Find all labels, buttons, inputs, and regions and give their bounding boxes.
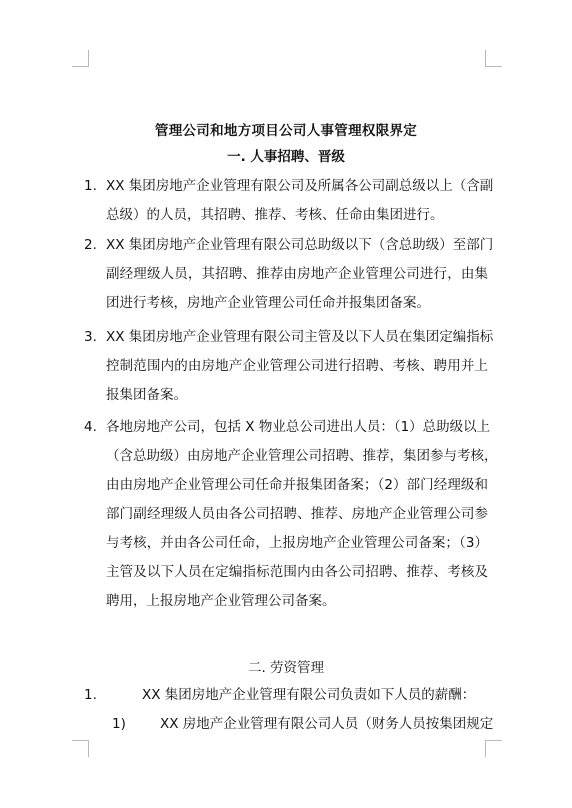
margin-corner-top-left <box>72 50 89 67</box>
list-item-number: 1. <box>84 178 97 194</box>
sub-sub-list-item-number: 1) <box>112 716 126 732</box>
sub-list-item-number: 1. <box>84 687 97 703</box>
paragraph-line: 控制范围内的由房地产企业管理公司进行招聘、考核、聘用并上 <box>106 358 488 374</box>
list-item <box>84 413 498 616</box>
section-heading-1: 一. 人事招聘、晋级 <box>227 149 345 165</box>
paragraph-line: 部门副经理级人员由各公司招聘、推荐、房地产企业管理公司参 <box>106 506 488 522</box>
paragraph-line: XX 集团房地产企业管理有限公司总助级以下（含总助级）至部门 <box>106 237 494 253</box>
sub-list-item <box>84 681 475 710</box>
paragraph-line: 主管及以下人员在定编指标范围内由各公司招聘、推荐、考核及 <box>106 564 488 580</box>
list-item <box>84 323 494 410</box>
paragraph-line: 团进行考核，房地产企业管理公司任命并报集团备案。 <box>106 295 430 311</box>
paragraph-line: 副经理级人员，其招聘、推荐由房地产企业管理公司进行，由集 <box>106 266 488 282</box>
paragraph-line: 由由房地产企业管理公司任命并报集团备案；（2）部门经理级和 <box>106 477 488 493</box>
paragraph-line: 各地房地产公司，包括 X 物业总公司进出人员：（1）总助级以上 <box>106 419 491 435</box>
paragraph-line: （含总助级）由房地产企业管理公司招聘、推荐，集团参与考核， <box>106 448 498 464</box>
list-item <box>84 172 494 230</box>
paragraph-line: 聘用，上报房地产企业管理公司备案。 <box>106 593 336 609</box>
paragraph-line: XX 集团房地产企业管理有限公司及所属各公司副总级以上（含副 <box>106 178 494 194</box>
margin-corner-bottom-left <box>72 740 89 757</box>
paragraph-line: XX 集团房地产企业管理有限公司主管及以下人员在集团定编指标 <box>106 329 494 345</box>
paragraph-line: 与考核，并由各公司任命，上报房地产企业管理公司备案；（3） <box>106 535 488 551</box>
paragraph-line: 总级）的人员，其招聘、推荐、考核、任命由集团进行。 <box>106 207 444 223</box>
paragraph-line: 报集团备案。 <box>106 387 187 403</box>
margin-corner-bottom-right <box>485 740 502 757</box>
list-item <box>84 231 494 318</box>
list-item-number: 3. <box>84 329 97 345</box>
sub-sub-list-item-text: XX 房地产企业管理有限公司人员（财务人员按集团规定 <box>160 716 494 732</box>
section-heading-2: 二. 劳资管理 <box>247 660 325 676</box>
list-item-number: 4. <box>84 419 97 435</box>
list-item-number: 2. <box>84 237 97 253</box>
margin-corner-top-right <box>485 50 502 67</box>
sub-sub-list-item <box>112 710 493 739</box>
document-title: 管理公司和地方项目公司人事管理权限界定 <box>154 123 418 139</box>
sub-list-item-text: XX 集团房地产企业管理有限公司负责如下人员的薪酬： <box>142 687 476 703</box>
